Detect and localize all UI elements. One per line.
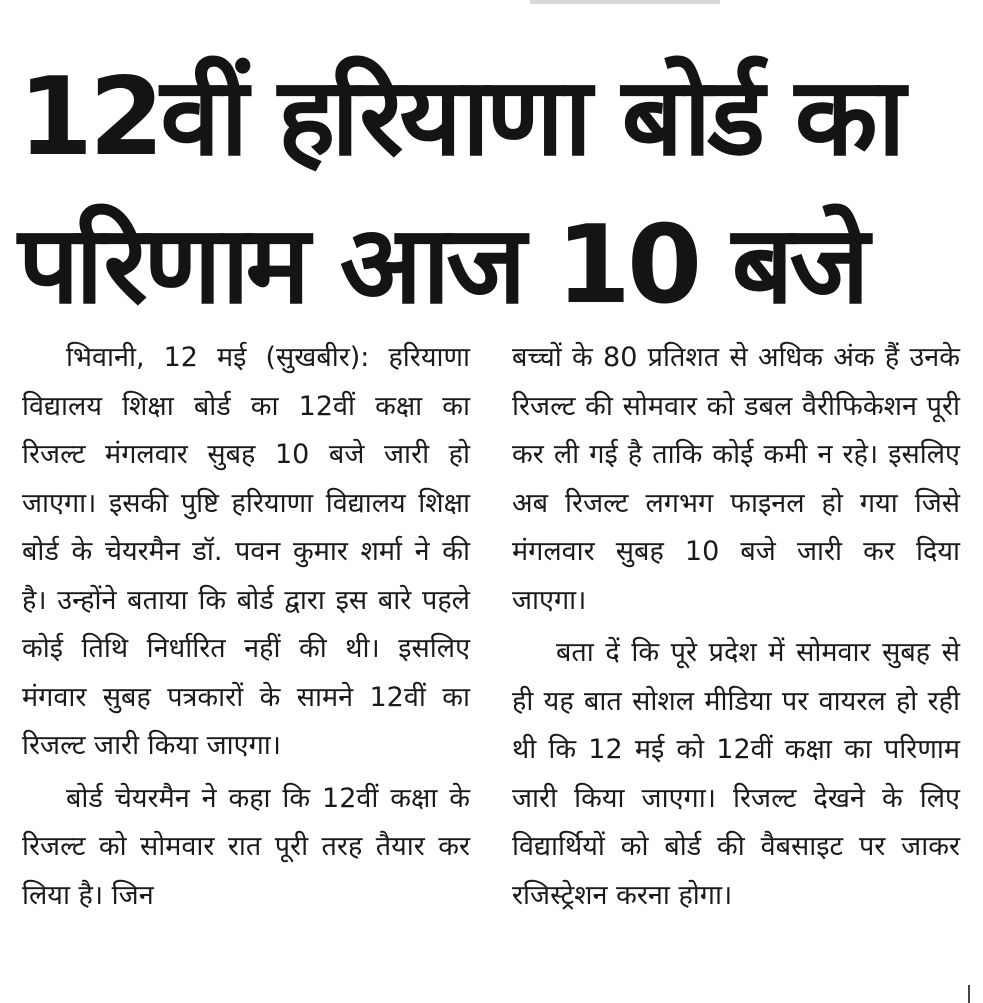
- column-gutter: [482, 340, 483, 980]
- headline: [18, 44, 968, 340]
- left-paragraph-1: भिवानी, 12 मई (सुखबीर): हरियाणा विद्यालय शिक्षा बोर्ड का 12वीं कक्षा का रिजल्ट मंगलवार सुबह 10 बजे जारी हो जाएगा। इसकी पुष्टि हरियाणा विद्यालय शिक्षा बोर्ड के चेयरमैन डॉ. पवन कुमार शर्मा ने की है। उन्होंने बताया कि बोर्ड द्वारा इस बारे पहले कोई तिथि निर्धारित नहीं की थी। इसलिए मंगवार सुबह पत्रकारों के सामने 12वीं का रिजल्ट जारी किया जाएगा।: [22, 342, 470, 761]
- right-paragraph-1: बच्चों के 80 प्रतिशत से अधिक अंक हैं उनके रिजल्ट की सोमवार को डबल वैरीफिकेशन पूरी कर ली गई है ताकि कोई कमी न रहे। इसलिए अब रिजल्ट लगभग फाइनल हो गया जिसे मंगलवार सुबह 10 बजे जारी कर दिया जाएगा।: [512, 342, 960, 616]
- right-paragraph-2: बता दें कि पूरे प्रदेश में सोमवार सुबह से ही यह बात सोशल मीडिया पर वायरल हो रही थी कि 12 मई को 12वीं कक्षा का परिणाम जारी किया जाएगा। रिजल्ट देखने के लिए विद्यार्थियों को बोर्ड की वैबसाइट पर जाकर रजिस्ट्रेशन करना होगा।: [512, 637, 960, 911]
- article-left-column: [22, 334, 470, 920]
- column-end-mark: [968, 985, 970, 1003]
- headline-line-1: 12वीं हरियाणा बोर्ड का: [18, 55, 902, 180]
- left-paragraph-2: बोर्ड चेयरमैन ने कहा कि 12वीं कक्षा के रिजल्ट को सोमवार रात पूरी तरह तैयार कर लिया है। जिन: [22, 782, 470, 911]
- article-right-column: [512, 334, 960, 920]
- top-edge-smudge: [530, 0, 720, 4]
- headline-line-2: परिणाम आज 10 बजे: [18, 203, 866, 328]
